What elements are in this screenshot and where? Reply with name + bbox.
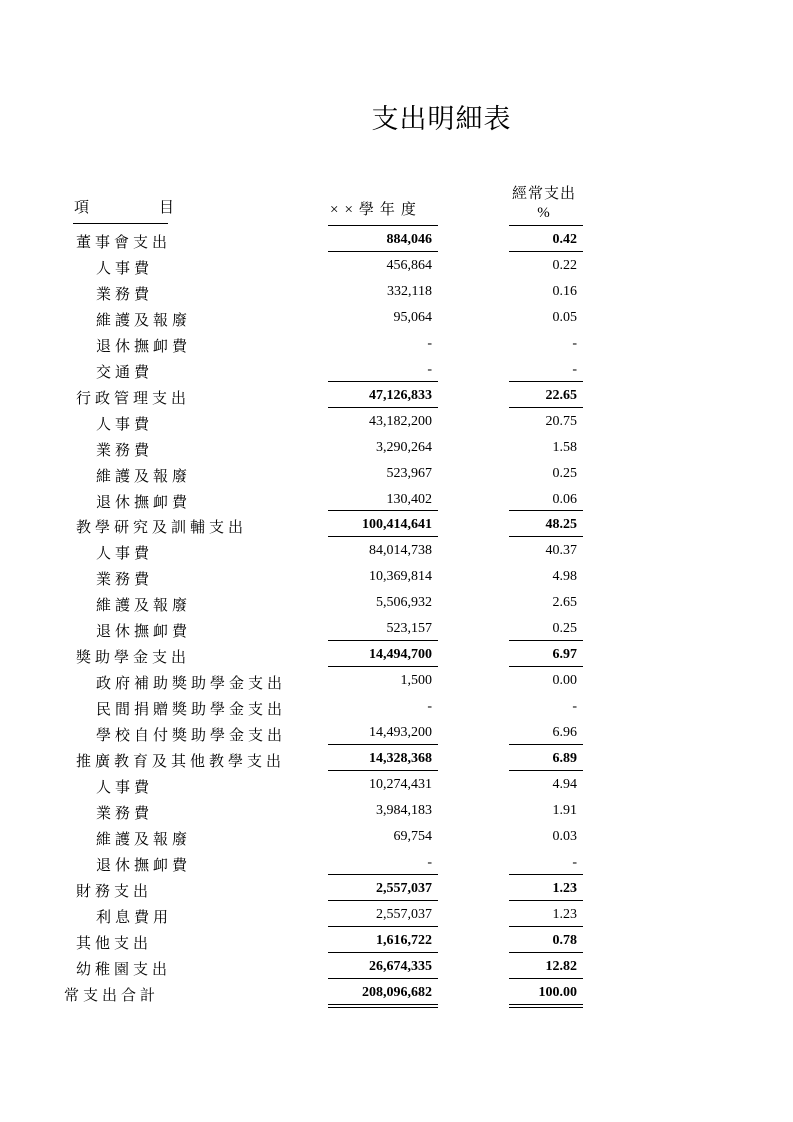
row-percent: 0.06 <box>552 491 577 507</box>
rule-line <box>509 536 583 537</box>
subitem-row <box>0 902 793 928</box>
subitem-row <box>0 720 793 746</box>
rule-line <box>328 744 438 745</box>
rule-line <box>328 874 438 875</box>
row-percent: 0.03 <box>552 828 577 844</box>
rule-line <box>328 666 438 667</box>
row-amount: 43,182,200 <box>369 413 432 429</box>
row-name: 維護及報廢 <box>96 468 192 485</box>
row-amount: 69,754 <box>393 828 432 844</box>
row-percent: 0.16 <box>552 283 577 299</box>
subitem-row <box>0 253 793 279</box>
row-name: 退休撫卹費 <box>96 624 192 641</box>
row-amount: 100,414,641 <box>362 517 432 533</box>
row-percent: - <box>572 699 577 715</box>
item-header-underline <box>73 223 168 224</box>
row-name: 維護及報廢 <box>96 831 192 848</box>
row-amount: 1,500 <box>400 673 432 689</box>
row-percent: 20.75 <box>545 413 577 429</box>
row-name: 政府補助獎助學金支出 <box>96 676 287 693</box>
rule-line <box>328 251 438 252</box>
subitem-row <box>0 772 793 798</box>
rule-line <box>328 407 438 408</box>
subitem-row <box>0 564 793 590</box>
row-percent: 2.65 <box>552 595 577 611</box>
subitem-row <box>0 331 793 357</box>
row-percent: 40.37 <box>545 543 577 559</box>
subitem-row <box>0 798 793 824</box>
row-amount: 14,328,368 <box>369 751 432 766</box>
row-name: 維護及報廢 <box>96 598 192 615</box>
rule-line <box>328 510 438 511</box>
row-percent: 12.82 <box>545 958 577 974</box>
category-row <box>0 746 793 772</box>
row-amount: 10,369,814 <box>369 569 432 585</box>
row-amount: - <box>427 699 432 715</box>
year-column-header: ××學年度 <box>330 202 422 218</box>
rule-line <box>509 510 583 511</box>
row-percent: 0.25 <box>552 621 577 637</box>
rule-line <box>509 978 583 979</box>
row-name: 教學研究及訓輔支出 <box>76 520 248 537</box>
rule-line <box>509 874 583 875</box>
row-percent: 1.58 <box>552 439 577 455</box>
rule-line <box>509 407 583 408</box>
row-name: 退休撫卹費 <box>96 857 192 874</box>
row-amount: 208,096,682 <box>362 984 432 1000</box>
row-percent: - <box>572 854 577 870</box>
rule-line <box>328 770 438 771</box>
subitem-row <box>0 279 793 305</box>
row-amount: 95,064 <box>393 309 432 325</box>
subitem-row <box>0 487 793 513</box>
rule-line <box>328 952 438 953</box>
rule-line <box>509 926 583 927</box>
row-percent: 0.00 <box>552 673 577 689</box>
row-percent: 1.91 <box>552 802 577 818</box>
row-amount: 3,290,264 <box>376 439 432 455</box>
double-rule-line <box>509 1004 583 1008</box>
row-percent: 0.42 <box>552 232 577 247</box>
subitem-row <box>0 694 793 720</box>
category-row <box>0 980 793 1006</box>
row-amount: 130,402 <box>386 491 432 507</box>
subitem-row <box>0 616 793 642</box>
row-amount: 523,157 <box>386 621 432 637</box>
subitem-row <box>0 850 793 876</box>
row-percent: 0.25 <box>552 465 577 481</box>
rule-line <box>328 640 438 641</box>
row-percent: 48.25 <box>545 517 577 533</box>
category-row <box>0 954 793 980</box>
row-name: 常支出合計 <box>64 987 160 1004</box>
item-header-left: 項 <box>74 200 90 216</box>
rule-line <box>509 952 583 953</box>
rule-line <box>328 381 438 382</box>
row-percent: 6.89 <box>552 751 577 766</box>
subitem-row <box>0 824 793 850</box>
row-name: 業務費 <box>96 286 154 303</box>
row-percent: 1.23 <box>552 880 577 896</box>
row-name: 利息費用 <box>96 909 173 926</box>
subitem-row <box>0 409 793 435</box>
item-column-header <box>74 196 174 217</box>
category-row <box>0 512 793 538</box>
row-percent: 4.94 <box>552 776 577 792</box>
row-name: 獎助學金支出 <box>76 650 191 667</box>
row-amount: 14,493,200 <box>369 725 432 741</box>
row-amount: 456,864 <box>386 257 432 273</box>
row-name: 董事會支出 <box>76 235 172 251</box>
row-percent: 0.05 <box>552 309 577 325</box>
row-amount: 2,557,037 <box>376 880 432 896</box>
row-percent: 0.22 <box>552 257 577 273</box>
row-percent: 100.00 <box>538 984 577 1000</box>
row-amount: 884,046 <box>386 232 432 247</box>
subitem-row <box>0 461 793 487</box>
row-percent: 6.97 <box>552 647 577 663</box>
subitem-row <box>0 668 793 694</box>
category-row <box>0 928 793 954</box>
row-amount: 5,506,932 <box>376 595 432 611</box>
rule-line <box>509 900 583 901</box>
row-name: 推廣教育及其他教學支出 <box>76 754 286 770</box>
subitem-row <box>0 305 793 331</box>
row-name: 交通費 <box>96 364 154 381</box>
row-name: 其他支出 <box>76 935 153 952</box>
percent-header-line2: % <box>537 205 551 221</box>
row-amount: 1,616,722 <box>376 932 432 948</box>
rule-line <box>328 536 438 537</box>
row-name: 人事費 <box>96 260 154 277</box>
row-percent: 1.23 <box>552 906 577 922</box>
rule-line <box>509 666 583 667</box>
row-percent: 22.65 <box>545 387 577 403</box>
row-amount: 3,984,183 <box>376 802 432 818</box>
rule-line <box>328 926 438 927</box>
page-title: 支出明細表 <box>371 104 512 134</box>
category-row <box>0 383 793 409</box>
row-name: 財務支出 <box>76 883 153 900</box>
row-amount: - <box>427 854 432 870</box>
row-amount: 2,557,037 <box>376 906 432 922</box>
row-amount: - <box>427 335 432 351</box>
category-row <box>0 642 793 668</box>
percent-column-header <box>505 185 583 223</box>
subitem-row <box>0 538 793 564</box>
row-name: 業務費 <box>96 442 154 459</box>
rule-line <box>509 744 583 745</box>
row-amount: 26,674,335 <box>369 958 432 974</box>
row-percent: - <box>572 361 577 377</box>
subitem-row <box>0 590 793 616</box>
row-name: 人事費 <box>96 546 154 563</box>
row-percent: 6.96 <box>552 725 577 741</box>
row-name: 維護及報廢 <box>96 312 192 329</box>
row-amount: 47,126,833 <box>369 387 432 403</box>
double-rule-line <box>328 1004 438 1008</box>
row-name: 民間捐贈獎助學金支出 <box>96 702 287 719</box>
rule-line <box>509 225 583 226</box>
row-amount: - <box>427 361 432 377</box>
row-amount: 10,274,431 <box>369 776 432 792</box>
rule-line <box>328 225 438 226</box>
item-header-right: 目 <box>159 200 175 216</box>
rule-line <box>328 978 438 979</box>
rule-line <box>509 381 583 382</box>
row-amount: 84,014,738 <box>369 543 432 559</box>
rule-line <box>509 770 583 771</box>
percent-header-line1: 經常支出 <box>511 186 576 202</box>
rule-line <box>509 640 583 641</box>
row-percent: - <box>572 335 577 351</box>
category-row <box>0 227 793 253</box>
rule-line <box>509 251 583 252</box>
row-name: 退休撫卹費 <box>96 338 192 355</box>
row-name: 行政管理支出 <box>76 390 191 407</box>
row-name: 學校自付獎助學金支出 <box>96 728 287 745</box>
subitem-row <box>0 435 793 461</box>
row-name: 人事費 <box>96 779 154 796</box>
row-name: 業務費 <box>96 572 154 589</box>
row-name: 業務費 <box>96 805 154 822</box>
row-amount: 14,494,700 <box>369 647 432 663</box>
row-percent: 4.98 <box>552 569 577 585</box>
row-name: 人事費 <box>96 416 154 433</box>
subitem-row <box>0 357 793 383</box>
row-amount: 332,118 <box>387 283 432 299</box>
row-name: 幼稚園支出 <box>76 961 172 978</box>
row-percent: 0.78 <box>552 932 577 948</box>
category-row <box>0 876 793 902</box>
row-amount: 523,967 <box>386 465 432 481</box>
row-name: 退休撫卹費 <box>96 494 192 511</box>
rule-line <box>328 900 438 901</box>
